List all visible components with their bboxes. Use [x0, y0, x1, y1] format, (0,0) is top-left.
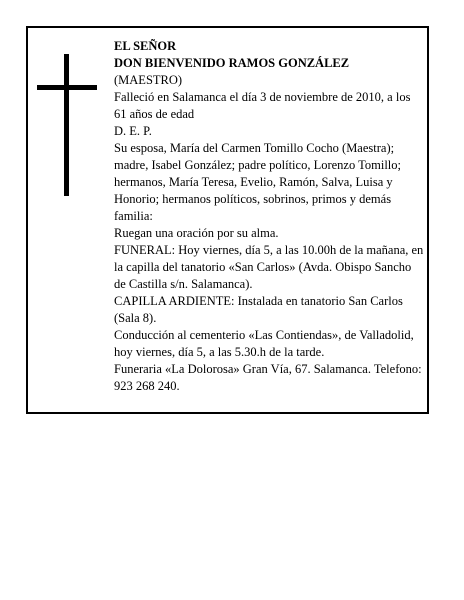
cross-horizontal-bar: [37, 85, 97, 90]
cross-vertical-bar: [64, 54, 69, 196]
family-paragraph: Su esposa, María del Carmen Tomillo Cocho (Maestra); madre, Isabel González; padre político, Lorenzo Tomillo; hermanos, María Teresa, Evelio, Ramón, Salva, Luisa y Honorio; hermanos políticos, sobrinos, primos y demás familia:: [114, 141, 401, 223]
profession: (MAESTRO): [114, 73, 183, 87]
funeral-home-paragraph: Funeraria «La Dolorosa» Gran Vía, 67. Salamanca. Telefono: 923 268 240.: [114, 362, 422, 393]
obituary-text: [114, 38, 426, 395]
deceased-name: DON BIENVENIDO RAMOS GONZÁLEZ: [114, 56, 350, 70]
chapel-paragraph: CAPILLA ARDIENTE: Instalada en tanatorio San Carlos (Sala 8).: [114, 294, 403, 325]
funeral-paragraph: FUNERAL: Hoy viernes, día 5, a las 10.00h de la mañana, en la capilla del tanatorio «San Carlos» (Avda. Obispo Sancho de Castilla s/n. Salamanca).: [114, 243, 424, 291]
rip-line: D. E. P.: [114, 124, 152, 138]
death-info: Falleció en Salamanca el día 3 de noviembre de 2010, a los 61 años de edad: [114, 90, 411, 121]
procession-paragraph: Conducción al cementerio «Las Contiendas», de Valladolid, hoy viernes, día 5, a las 5.30.h de la tarde.: [114, 328, 414, 359]
title-line: EL SEÑOR: [114, 39, 177, 53]
prayer-line: Ruegan una oración por su alma.: [114, 226, 279, 240]
cross-icon: [37, 54, 97, 196]
